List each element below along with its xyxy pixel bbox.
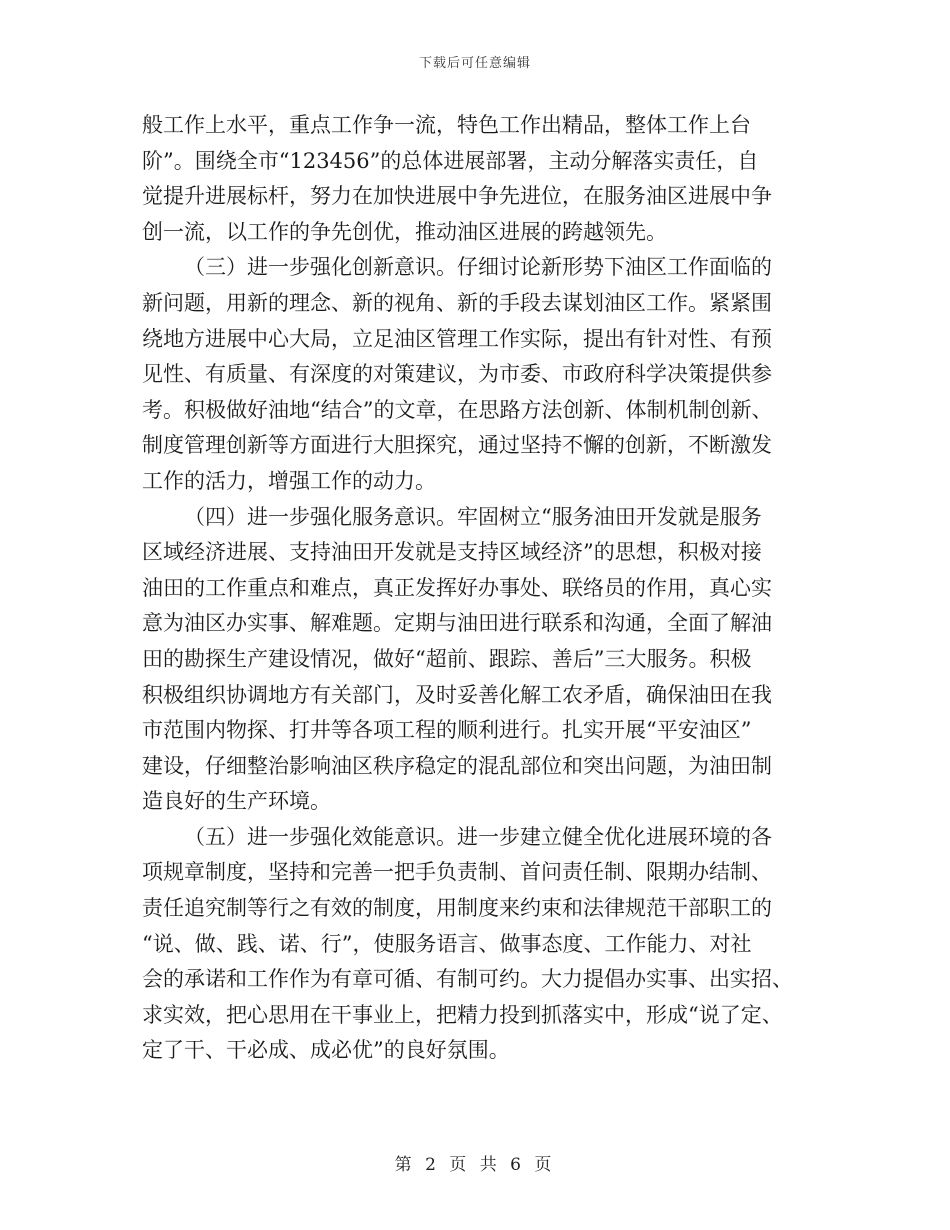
text-line: “说、做、践、诺、行”，使服务语言、做事态度、工作能力、对社 <box>142 931 752 956</box>
text-line: 区域经济进展、支持油田开发就是支持区域经济”的思想，积极对接 <box>142 540 762 565</box>
section-heading-line: （四）进一步强化服务意识。牢固树立“服务油田开发就是服务 <box>184 504 762 529</box>
text-line: 新问题，用新的理念、新的视角、新的手段去谋划油区工作。紧紧围 <box>142 290 772 315</box>
text-line: 制度管理创新等方面进行大胆探究，通过坚持不懈的创新，不断激发 <box>142 433 772 458</box>
text-line: 责任追究制等行之有效的制度，用制度来约束和法律规范干部职工的 <box>142 896 772 921</box>
text-line: 阶”。围绕全市“123456”的总体进展部署，主动分解落实责任，自 <box>142 148 759 173</box>
text-line: 求实效，把心思用在干事业上，把精力投到抓落实中，形成“说了定、 <box>142 1002 783 1027</box>
text-line: 绕地方进展中心大局，立足油区管理工作实际，提出有针对性、有预 <box>142 326 772 351</box>
text-line: 定了干、干必成、成必优”的良好氛围。 <box>142 1038 510 1063</box>
text-line: 意为油区办实事、解难题。定期与油田进行联系和沟通，全面了解油 <box>142 611 772 636</box>
text-line: 见性、有质量、有深度的对策建议，为市委、市政府科学决策提供参 <box>142 362 772 387</box>
text-line: 觉提升进展标杆，努力在加快进展中争先进位，在服务油区进展中争 <box>142 184 772 209</box>
text-line: 工作的活力，增强工作的动力。 <box>142 468 436 493</box>
page-header: 下载后可任意编辑 <box>418 56 531 71</box>
text-line: 市范围内物探、打井等各项工程的顺利进行。扎实开展“平安油区” <box>142 718 752 743</box>
text-line: 田的勘探生产建设情况，做好“超前、跟踪、善后”三大服务。积极 <box>142 646 752 671</box>
text-line: 建设，仔细整治影响油区秩序稳定的混乱部位和突出问题，为油田制 <box>142 753 772 778</box>
text-line: 会的承诺和工作作为有章可循、有制可约。大力提倡办实事、出实招、 <box>142 967 793 992</box>
text-line: 考。积极做好油地“结合”的文章，在思路方法创新、体制机制创新、 <box>142 397 773 422</box>
section-heading-line: （五）进一步强化效能意识。进一步建立健全优化进展环境的各 <box>184 824 772 849</box>
page-number-footer: 第 2 页 共 6 页 <box>394 1155 556 1175</box>
text-line: 造良好的生产环境。 <box>142 789 331 814</box>
text-line: 项规章制度，坚持和完善一把手负责制、首问责任制、限期办结制、 <box>142 860 772 885</box>
text-line: 积极组织协调地方有关部门，及时妥善化解工农矛盾，确保油田在我 <box>142 682 772 707</box>
text-line: 创一流，以工作的争先创优，推动油区进展的跨越领先。 <box>142 219 667 244</box>
text-line: 油田的工作重点和难点，真正发挥好办事处、联络员的作用，真心实 <box>142 575 772 600</box>
section-heading-line: （三）进一步强化创新意识。仔细讨论新形势下油区工作面临的 <box>184 255 772 280</box>
document-body <box>142 108 810 1069</box>
text-line: 般工作上水平，重点工作争一流，特色工作出精品，整体工作上台 <box>142 113 751 137</box>
